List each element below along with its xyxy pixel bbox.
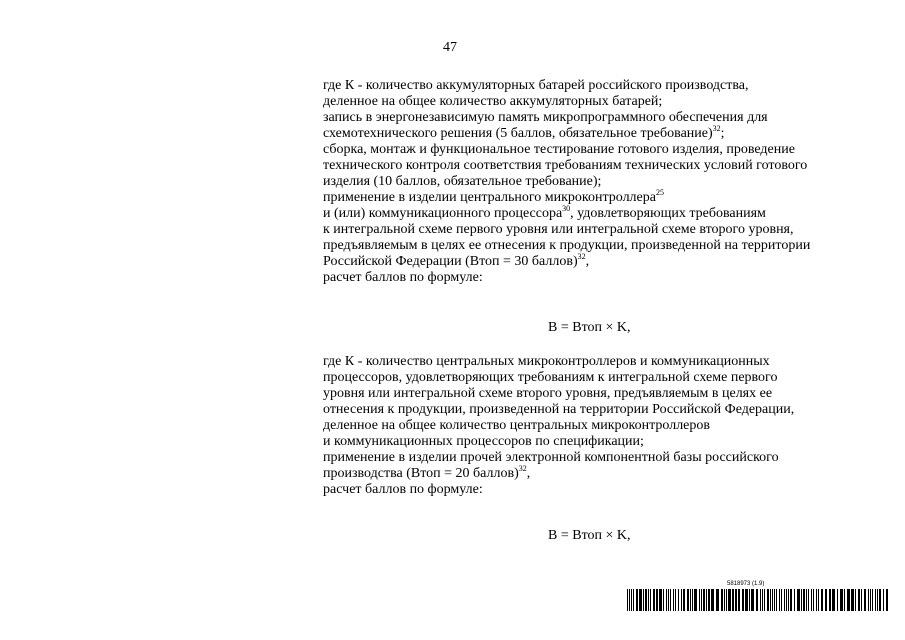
barcode-bar: [639, 589, 642, 611]
footnote-ref: 25: [655, 188, 664, 197]
barcode-bar: [699, 589, 700, 611]
barcode-bar: [633, 589, 634, 611]
text-line: сборка, монтаж и функциональное тестирование готового изделия, проведение: [323, 142, 795, 157]
barcode-bar: [742, 589, 744, 611]
text-line: запись в энергонезависимую память микропрограммного обеспечения для: [323, 110, 768, 125]
barcode-bar: [627, 589, 628, 611]
footnote-ref: 32: [577, 252, 586, 261]
footnote-ref: 32: [712, 124, 721, 133]
barcode-bar: [764, 589, 765, 611]
barcode-bar: [706, 589, 707, 611]
barcode-bar: [653, 589, 655, 611]
barcode-bar: [724, 589, 725, 611]
barcode-bar: [687, 589, 689, 611]
barcode-bar: [816, 589, 817, 611]
barcode-bar: [703, 589, 705, 611]
text-block-2: [323, 354, 794, 498]
text-block-1: [323, 78, 858, 286]
barcode-bar: [711, 589, 714, 611]
document-body: [323, 78, 858, 543]
barcode-bar: [840, 589, 843, 611]
barcode-bar: [870, 589, 871, 611]
barcode-bar: [837, 589, 838, 611]
barcode-bar: [821, 589, 823, 611]
barcode-bar: [663, 589, 664, 611]
barcode-bar: [784, 589, 785, 611]
barcode-bar: [790, 589, 792, 611]
barcode-bar: [675, 589, 676, 611]
barcode-bar: [864, 589, 866, 611]
barcode-bar: [701, 589, 702, 611]
barcode-bar: [681, 589, 682, 611]
text-line: Российской Федерации (Втоп = 30 баллов)$^{32}$,: [323, 252, 590, 269]
barcode-bar: [886, 589, 888, 611]
barcode-bar: [760, 589, 761, 611]
barcode-bar: [806, 589, 807, 611]
barcode-bar: [875, 589, 876, 611]
barcode-bar: [872, 589, 873, 611]
barcode-bar: [825, 589, 827, 611]
text-line: и коммуникационных процессоров по спецификации;: [323, 434, 644, 449]
barcode-bar: [847, 589, 850, 611]
text-line: производства (Втоп = 20 баллов)$^{32}$,: [323, 464, 531, 481]
barcode-bar: [692, 589, 693, 611]
text-line: где К - количество центральных микроконтроллеров и коммуникационных: [323, 354, 770, 369]
barcode-bar: [786, 589, 787, 611]
barcode-bar: [883, 589, 884, 611]
barcode-bar: [631, 589, 632, 611]
barcode-bar: [801, 589, 802, 611]
text-line: расчет баллов по формуле:: [323, 270, 483, 285]
barcode-bar: [721, 589, 723, 611]
barcode-bar: [832, 589, 835, 611]
barcode-bar: [694, 589, 697, 611]
text-line: где К - количество аккумуляторных батарей российского производства,: [323, 78, 749, 93]
barcode-label: 5818973 (1.9): [727, 581, 765, 587]
barcode-bar: [738, 589, 740, 611]
barcode-bar: [728, 589, 731, 611]
barcode-bar: [648, 589, 649, 611]
barcode-bar: [877, 589, 878, 611]
barcode-bar: [811, 589, 812, 611]
text-line: предъявляемым в целях ее отнесения к продукции, произведенной на территории: [323, 238, 811, 253]
text-line: деленное на общее количество аккумуляторных батарей;: [323, 94, 663, 109]
footnote-ref: 32: [518, 464, 527, 473]
text-line: процессоров, удовлетворяющих требованиям к интегральной схеме первого: [323, 370, 778, 385]
footnote-ref: 30: [562, 204, 571, 213]
barcode-bar: [794, 589, 795, 611]
barcode-bar: [751, 589, 754, 611]
barcode-bar: [762, 589, 763, 611]
text-line: схемотехнического решения (5 баллов, обязательное требование)$^{32}$;: [323, 124, 725, 141]
barcode-bar: [851, 589, 854, 611]
text-line: применение в изделии прочей электронной компонентной базы российского: [323, 450, 779, 465]
text-line: расчет баллов по формуле:: [323, 482, 483, 497]
text-line: применение в изделии центрального микроконтроллера$^{25}$: [323, 188, 664, 205]
barcode-bar: [772, 589, 773, 611]
barcode-bar: [829, 589, 831, 611]
text-line: и (или) коммуникационного процессора$^{30}$, удовлетворяющих требованиям: [323, 204, 766, 221]
barcode-bar: [770, 589, 771, 611]
barcode-bar: [650, 589, 651, 611]
barcode-bar: [716, 589, 719, 611]
barcode-bar: [726, 589, 727, 611]
barcode-bar: [678, 589, 679, 611]
barcode-bar: [868, 589, 869, 611]
text-line: изделия (10 баллов, обязательное требование);: [323, 174, 602, 189]
barcode-bar: [668, 589, 669, 611]
barcode-bar: [781, 589, 782, 611]
barcode-bar: [756, 589, 758, 611]
barcode-bar: [645, 589, 647, 611]
barcode-bar: [629, 589, 630, 611]
barcode-bar: [767, 589, 769, 611]
barcode-bar: [861, 589, 862, 611]
barcode-bar: [808, 589, 809, 611]
formula-2: B = Втоп × K,: [548, 528, 631, 543]
barcode-bar: [855, 589, 856, 611]
barcode-bar: [749, 589, 750, 611]
barcode-bar: [797, 589, 800, 611]
barcode-bar: [745, 589, 748, 611]
barcode-bar: [774, 589, 775, 611]
barcode-bar: [779, 589, 780, 611]
barcode-bar: [643, 589, 644, 611]
text-line: деленное на общее количество центральных микроконтроллеров: [323, 418, 711, 433]
barcode-bar: [735, 589, 737, 611]
text-line: отнесения к продукции, произведенной на территории Российской Федерации,: [323, 402, 795, 417]
text-line: технического контроля соответствия требованиям технических условий готового: [323, 158, 808, 173]
barcode-bar: [803, 589, 805, 611]
barcode-bar: [708, 589, 710, 611]
barcode-bar: [690, 589, 691, 611]
barcode-bar: [732, 589, 734, 611]
barcode-image: [627, 589, 891, 611]
text-line: уровня или интегральной схеме второго уровня, предъявляемым в целях ее: [323, 386, 773, 401]
barcode-bar: [673, 589, 674, 611]
text-line: к интегральной схеме первого уровня или интегральной схеме второго уровня,: [323, 222, 794, 237]
barcode-bar: [879, 589, 881, 611]
barcode-bar: [776, 589, 777, 611]
formula-1: B = Втоп × K,: [548, 320, 631, 335]
barcode-bar: [818, 589, 819, 611]
barcode-bar: [670, 589, 671, 611]
page-number: 47: [443, 40, 457, 55]
barcode-bar: [788, 589, 789, 611]
barcode-bar: [813, 589, 814, 611]
barcode-bar: [666, 589, 667, 611]
barcode-bar: [683, 589, 685, 611]
barcode-bar: [659, 589, 662, 611]
barcode-bar: [844, 589, 845, 611]
barcode-bar: [656, 589, 658, 611]
barcode-bar: [636, 589, 638, 611]
barcode-bar: [858, 589, 860, 611]
